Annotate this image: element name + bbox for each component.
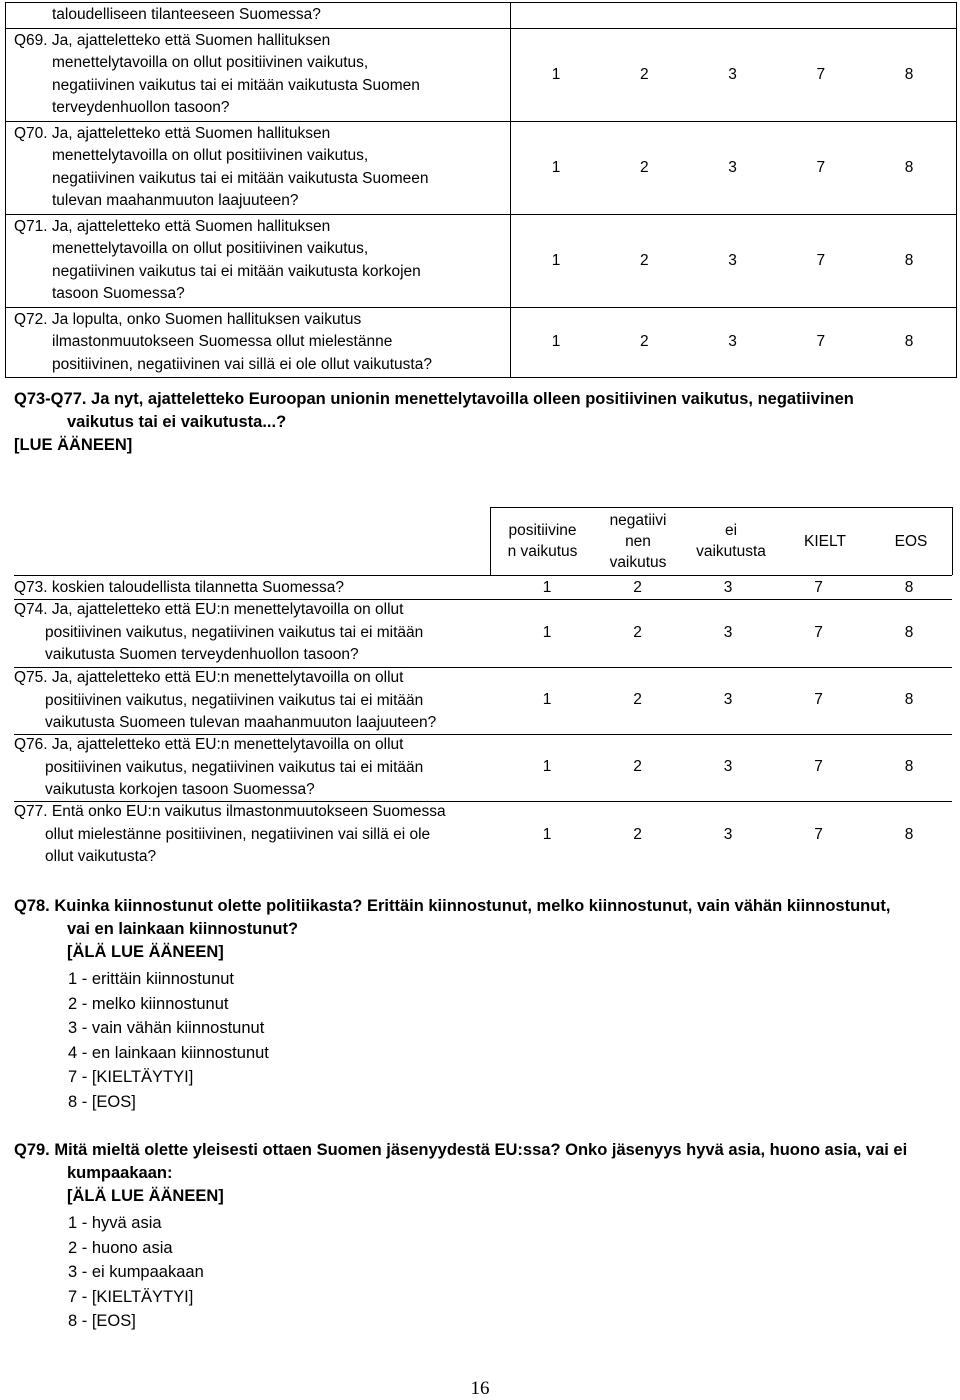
q79-options	[68, 1211, 204, 1334]
question-text: menettelytavoilla on ollut positiivinen vaikutus,	[52, 54, 369, 71]
question-title: Q78. Kuinka kiinnostunut olette politiikasta? Erittäin kiinnostunut, melko kiinnostunut, vain vähän kiinnostunut,	[14, 897, 891, 915]
code-2: 2	[633, 624, 642, 641]
code-1: 1	[542, 579, 552, 596]
code-3: 3	[728, 251, 737, 269]
option-item: 3 - vain vähän kiinnostunut	[68, 1019, 265, 1037]
q78-question	[14, 895, 890, 964]
header-text: n vaikutus	[507, 543, 578, 560]
instruction-text: [ÄLÄ LUE ÄÄNEEN]	[67, 943, 224, 961]
header-positive	[495, 520, 590, 562]
code-2: 2	[639, 65, 649, 83]
question-text: vaikutusta Suomeen tulevan maahanmuuton laajuuteen?	[45, 714, 437, 731]
question-text: vaikutusta Suomen terveydenhuollon tasoon?	[45, 646, 359, 663]
table-row	[14, 577, 954, 599]
code-7: 7	[816, 251, 826, 269]
question-text: terveydenhuollon tasoon?	[52, 99, 230, 116]
q78-options	[68, 967, 269, 1114]
codes-cell	[511, 3, 957, 29]
code-7: 7	[816, 158, 826, 176]
option-item: 2 - melko kiinnostunut	[68, 994, 229, 1013]
codes-cell	[511, 28, 957, 121]
question-text: negatiivinen vaikutus tai ei mitään vaikutusta Suomen	[52, 76, 420, 94]
question-text: menettelytavoilla on ollut positiivinen vaikutus,	[52, 240, 369, 257]
codes-cell	[511, 214, 957, 307]
code-1: 1	[542, 691, 552, 708]
code-7: 7	[814, 691, 823, 708]
code-7: 7	[814, 579, 823, 596]
table-row	[14, 801, 954, 869]
q79-question	[14, 1139, 907, 1208]
question-text: ollut vaikutusta?	[45, 848, 157, 865]
table-row	[6, 3, 957, 29]
code-8: 8	[904, 158, 914, 176]
instruction-text: [ÄLÄ LUE ÄÄNEEN]	[67, 1187, 224, 1205]
code-2: 2	[633, 826, 642, 843]
option-item: 8 - [EOS]	[68, 1312, 136, 1330]
option-item: 1 - hyvä asia	[68, 1214, 162, 1232]
question-text: positiivinen vaikutus, negatiivinen vaikutus tai ei mitään	[45, 758, 424, 776]
code-2: 2	[633, 758, 642, 775]
header-dont-know: EOS	[894, 533, 928, 550]
question-title: vai en lainkaan kiinnostunut?	[67, 920, 299, 938]
codes-cell	[511, 307, 957, 378]
code-3: 3	[723, 691, 733, 708]
header-text: nen	[625, 533, 651, 550]
code-8: 8	[904, 579, 914, 596]
code-3: 3	[723, 579, 733, 596]
question-text: negatiivinen vaikutus tai ei mitään vaikutusta Suomeen	[52, 169, 429, 187]
question-text: positiivinen, negatiivinen vai sillä ei ole ollut vaikutusta?	[52, 355, 432, 373]
question-title: kumpaakaan:	[67, 1164, 173, 1182]
codes-cell	[511, 121, 957, 214]
header-text: ei	[724, 522, 738, 539]
code-8: 8	[904, 691, 914, 708]
header-no-effect	[685, 520, 777, 562]
table-border	[14, 575, 952, 576]
table-row	[14, 667, 954, 735]
option-item: 1 - erittäin kiinnostunut	[68, 970, 235, 988]
question-text: tulevan maahanmuuton laajuuteen?	[52, 192, 299, 209]
table-row	[14, 599, 954, 667]
code-8: 8	[904, 758, 914, 775]
table-border	[490, 507, 952, 508]
question-text: Q75. Ja, ajatteletteko että EU:n menettelytavoilla on ollut	[14, 669, 404, 686]
question-text: negatiivinen vaikutus tai ei mitään vaikutusta korkojen	[52, 262, 421, 280]
code-2: 2	[639, 333, 649, 351]
code-7: 7	[816, 333, 826, 351]
code-3: 3	[723, 624, 733, 641]
top-question-table	[5, 2, 957, 378]
header-negative	[593, 510, 683, 573]
instruction-text: [LUE ÄÄNEEN]	[14, 436, 133, 454]
code-7: 7	[814, 826, 823, 843]
code-1: 1	[542, 758, 552, 775]
question-text: Q72. Ja lopulta, onko Suomen hallituksen vaikutus	[14, 310, 362, 328]
code-1: 1	[542, 826, 552, 843]
heading-line: vaikutus tai ei vaikutusta...?	[67, 413, 287, 431]
question-text: ollut mielestänne positiivinen, negatiivinen vai sillä ei ole	[45, 825, 431, 843]
question-title: Q79. Mitä mieltä olette yleisesti ottaen Suomen jäsenyydestä EU:ssa? Onko jäsenyys hyvä asia, huono asia, vai ei	[14, 1141, 908, 1159]
option-item: 7 - [KIELTÄYTYI]	[68, 1068, 194, 1086]
question-text: Q77. Entä onko EU:n vaikutus ilmastonmuutokseen Suomessa	[14, 803, 446, 820]
table-row	[6, 307, 957, 378]
code-2: 2	[633, 691, 642, 708]
code-8: 8	[904, 624, 914, 641]
header-text: negatiivi	[609, 512, 667, 529]
header-text: vaikutus	[609, 554, 667, 571]
code-2: 2	[633, 579, 642, 596]
code-3: 3	[723, 826, 733, 843]
question-text: tasoon Suomessa?	[52, 285, 185, 302]
code-7: 7	[814, 624, 823, 641]
code-1: 1	[542, 624, 552, 641]
table-row	[6, 214, 957, 307]
question-text: menettelytavoilla on ollut positiivinen vaikutus,	[52, 147, 369, 164]
question-cell	[6, 214, 511, 307]
code-3: 3	[728, 158, 737, 176]
option-item: 2 - huono asia	[68, 1238, 173, 1257]
option-item: 8 - [EOS]	[68, 1092, 136, 1111]
page-number: 16	[470, 1378, 490, 1399]
question-text: Q71. Ja, ajatteletteko että Suomen hallituksen	[14, 217, 331, 235]
question-text: taloudelliseen tilanteeseen Suomessa?	[52, 6, 321, 23]
code-7: 7	[816, 65, 826, 83]
code-1: 1	[551, 65, 561, 83]
table-row	[6, 28, 957, 121]
table-border	[490, 507, 491, 575]
code-1: 1	[551, 251, 561, 269]
question-text: positiivinen vaikutus, negatiivinen vaikutus tai ei mitään	[45, 691, 424, 709]
code-3: 3	[728, 333, 737, 351]
code-1: 1	[551, 158, 561, 176]
question-text: Q73. koskien taloudellista tilannetta Suomessa?	[14, 579, 345, 596]
code-3: 3	[723, 758, 733, 775]
code-8: 8	[904, 826, 914, 843]
heading-line: Q73-Q77. Ja nyt, ajatteletteko Euroopan unionin menettelytavoilla olleen positiivinen vaikutus, negatiivinen	[14, 390, 854, 408]
question-text: Q74. Ja, ajatteletteko että EU:n menettelytavoilla on ollut	[14, 601, 404, 618]
code-3: 3	[728, 65, 737, 83]
table-row	[6, 121, 957, 214]
question-text: Q69. Ja, ajatteletteko että Suomen hallituksen	[14, 31, 331, 49]
question-text: positiivinen vaikutus, negatiivinen vaikutus tai ei mitään	[45, 623, 424, 641]
question-text: vaikutusta korkojen tasoon Suomessa?	[45, 781, 315, 798]
question-cell	[6, 3, 511, 29]
question-cell	[6, 121, 511, 214]
code-8: 8	[904, 65, 914, 83]
question-text: Q70. Ja, ajatteletteko että Suomen hallituksen	[14, 124, 331, 142]
code-7: 7	[814, 758, 823, 775]
question-cell	[6, 307, 511, 378]
question-text: Q76. Ja, ajatteletteko että EU:n menettelytavoilla on ollut	[14, 736, 404, 753]
question-cell	[6, 28, 511, 121]
code-2: 2	[639, 251, 649, 269]
code-8: 8	[904, 333, 914, 351]
table-row	[14, 734, 954, 802]
option-item: 4 - en lainkaan kiinnostunut	[68, 1043, 269, 1062]
option-item: 7 - [KIELTÄYTYI]	[68, 1287, 194, 1306]
question-text: ilmastonmuutokseen Suomessa ollut mielestänne	[52, 333, 393, 350]
header-refused: KIELT	[804, 533, 846, 550]
q73-q77-heading	[14, 388, 854, 457]
header-text: vaikutusta	[696, 543, 766, 560]
code-8: 8	[904, 251, 914, 269]
header-text: positiivine	[508, 522, 577, 539]
code-2: 2	[639, 158, 649, 176]
code-1: 1	[551, 333, 561, 351]
option-item: 3 - ei kumpaakaan	[68, 1263, 204, 1281]
